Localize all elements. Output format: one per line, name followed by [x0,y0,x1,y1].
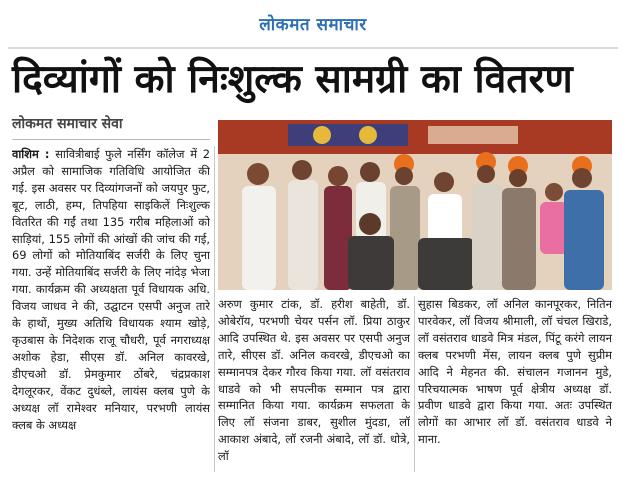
child-in-pink [540,202,568,254]
article-headline: दिव्यांगों को निःशुल्क सामग्री का वितरण [12,57,573,102]
banner-panel [428,126,518,144]
event-photo [218,120,612,290]
article-column-1 [12,146,210,472]
article-column-2 [218,296,410,472]
byline-row [12,113,212,137]
article-byline: लोकमत समाचार सेवा [12,116,123,132]
masthead-divider [8,47,618,49]
column-divider [214,146,215,472]
banner-panel [288,124,408,146]
stage-banner [218,120,612,154]
column-2-text: अरुण कुमार टांक, डॉ. हरीश बाहेती, डॉ. ओबेरॉय, परभणी चेयर पर्सन लॉ. प्रिया ठाकुर आदि उपस्थित थे. इस अवसर पर एसपी अनुज तारे, सीएस डॉ. अनिल कवरखे, डीएचओ का सम्मानपत्र देकर गौरव किया गया. लॉ वसंतराव धाडवे को भी सपत्नीक सम्मान पत्र द्वारा सम्मानित किया गया. कार्यक्रम सफलता के लिए लॉ संजना डाबर, सुशील मुंदडा, लॉ आकाश अंबादे, लॉ रजनी अंबादे, लॉ डॉ. धोत्रे, लॉ [218,297,410,464]
byline-divider [12,139,210,140]
lions-emblem [313,126,331,144]
newspaper-masthead [0,0,626,46]
column-divider [414,296,415,472]
masthead-title: लोकमत समाचार [259,14,367,35]
wheelchair [418,238,474,290]
lions-emblem [359,126,377,144]
column-3-text: सुहास बिडकर, लॉ अनिल कानपूरकर, नितिन पारवेकर, लॉ विजय श्रीमाली, लॉ चंचल खिराडे, लॉ वसंतराव धाडवे मित्र मंडल, पिंटू करंगे लायन क्लब परभणी मेंस, लायन क्लब पुणे सुप्रीम आदि ने मेहनत की. संचालन गजानन मुडे, परिचयात्मक भाषण पूर्व क्षेत्रीय अध्यक्ष डॉ. प्रवीण धाडवे द्वारा किया गया. अतः उपस्थित लोगों का आभार लॉ डॉ. वसंतराव धाडवे ने माना. [418,297,612,447]
article-dateline: वाशिम : [12,147,50,161]
column-1-text: सावित्रीबाई फुले नर्सिंग कॉलेज में 2 अप्रैल को सामाजिक गतिविधि आयोजित की गई. इस अवसर पर दिव्यांगजनों को जयपुर फुट, बूट, लाठी, हम्प, तिपहिया साइकिलें निःशुल्क वितरित की गईं तथा 135 गरीब महिलाओं को साड़ियां, 155 लोगों की आंखों की जांच की गई, 69 लोगों को मोतियाबिंद सर्जरी के लिए चुना गया. उन्हें मोतियाबिंद सर्जरी के लिए नांदेड़ भेजा गया. कार्यक्रम की अध्यक्षता पूर्व विधायक अधि. विजय जाधव ने की, उद्घाटन एसपी अनुज तारे के हाथों, मुख्य अतिथि विधायक श्याम खोड़े, कृउबास के निदेशक राजू चौधरी, पूर्व नगराध्यक्ष अशोक हेडा, सीएस डॉ. अनिल कावरखे, डीएचओ डॉ. प्रेमकुमार ठोंबरे, चंद्रप्रकाश देगलूरकर, वेंकट दुधंब्ले, लायंस क्लब पुणे के अध्यक्ष लॉ रामेश्वर मनियार, परभणी लायंस क्लब के अध्यक्ष [12,147,210,432]
event-photo-illustration [218,120,612,290]
article-column-3 [418,296,612,472]
